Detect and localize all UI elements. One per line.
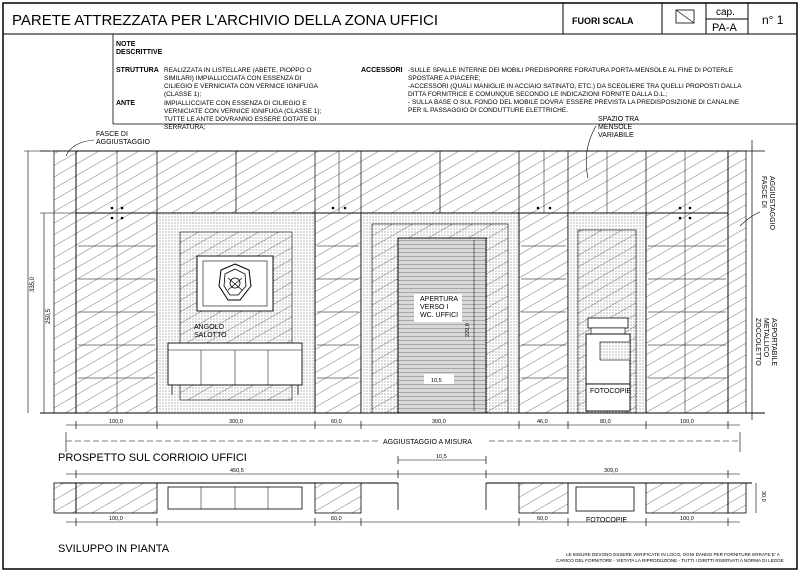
fotocopie-elev-label: FOTOCOPIE bbox=[590, 388, 632, 395]
plan-dim-3: 100,0 bbox=[680, 516, 694, 522]
plan-dim-0: 100,0 bbox=[109, 516, 123, 522]
accessori-line-0: -SULLE SPALLE INTERNE DEI MOBILI PREDISPORRE FORATURA PORTA-MENSOLE AL FINE DI POTERLE bbox=[408, 67, 734, 74]
spazio-label-2: MENSOLE bbox=[598, 124, 633, 131]
door-height-dim: 220,0 bbox=[465, 323, 471, 337]
fasce-right-label-2: AGGIUSTAGGIO bbox=[768, 176, 775, 230]
plan-dim-1: 60,0 bbox=[331, 516, 342, 522]
angolo-label-1: ANGOLO bbox=[194, 324, 224, 331]
zoccoletto-label-1: ZOCCOLETTO bbox=[754, 318, 761, 366]
notes-section bbox=[113, 34, 797, 131]
drawing-title: PARETE ATTREZZATA PER L'ARCHIVIO DELLA ZONA UFFICI bbox=[12, 12, 438, 29]
notes-heading-2: DESCRITTIVE bbox=[116, 49, 163, 56]
plan-dim-2: 60,0 bbox=[537, 516, 548, 522]
struttura-line-0: REALIZZATA IN LISTELLARE (ABETE, PIOPPO O bbox=[164, 67, 312, 74]
photocopier bbox=[586, 318, 630, 411]
apertura-label-1: APERTURA bbox=[420, 296, 458, 303]
plan-left-total-dim: 450,5 bbox=[230, 468, 244, 474]
elev-dim-5: 80,0 bbox=[600, 419, 611, 425]
apertura-label-2: VERSO I bbox=[420, 304, 449, 311]
footer-line-1: CARICO DEL FORNITORE - VIETATA LA RIPRODUZIONE - TUTTI I DIRITTI RISERVATI A NORMA DI LEGGE bbox=[556, 558, 784, 563]
plan-gap-dim: 10,5 bbox=[436, 454, 447, 460]
aggiustaggio-label: AGGIUSTAGGIO A MISURA bbox=[383, 439, 472, 446]
sheet-number: n° 1 bbox=[762, 13, 784, 27]
struttura-line-1: SIMILARI) IMPIALLICCIATA CON ESSENZA DI bbox=[164, 75, 302, 82]
accessori-line-2: -ACCESSORI (QUALI MANIGLIE IN ACCIAIO SATINATO, ETC.) DA SCEGLIERE TRA QUELLI PROPOSTI DALLA bbox=[408, 83, 742, 90]
ante-label: ANTE bbox=[116, 100, 136, 107]
accessori-line-3: DITTA FORNITRICE E COMUNQUE SECONDO LE INDICAZIONI FORNITE DALLA D.L.; bbox=[408, 91, 668, 98]
accessori-line-5: PER IL PASSAGGIO DI CONDUTTURE ELETTRICHE. bbox=[408, 107, 568, 114]
door-panel bbox=[398, 238, 486, 413]
accessori-line-4: - SULLA BASE O SUL FONDO DEL MOBILE DOVRA' ESSERE PREVISTA LA PREDISPOSIZIONE DI CANALINE bbox=[408, 99, 740, 106]
struttura-label: STRUTTURA bbox=[116, 67, 159, 74]
zoccoletto-label-2: METALLICO bbox=[762, 318, 769, 358]
plan-photocopier bbox=[576, 487, 634, 511]
scale-label: FUORI SCALA bbox=[572, 16, 634, 26]
footer-disclaimer bbox=[556, 552, 784, 563]
ante-line-3: SERRATURA; bbox=[164, 124, 206, 131]
plan-right-total-dim: 309,0 bbox=[604, 468, 618, 474]
struttura-line-2: CILIEGIO E VERNICIATA CON VERNICE IGNIFUGA bbox=[164, 83, 318, 90]
elevation-drawing bbox=[24, 116, 777, 464]
door-width-dim: 10,5 bbox=[431, 378, 442, 384]
total-height-dim: 335,0 bbox=[30, 276, 36, 292]
ante-line-2: TUTTE LE ANTE DOVRANNO ESSERE DOTATE DI bbox=[164, 116, 317, 123]
angolo-label-2: SALOTTO bbox=[194, 332, 227, 339]
fasce-left-label-2: AGGIUSTAGGIO bbox=[96, 139, 150, 146]
accessori-label: ACCESSORI bbox=[361, 67, 403, 74]
plan-title: SVILUPPO IN PIANTA bbox=[58, 543, 170, 555]
elevation-title: PROSPETTO SUL CORRIOIO UFFICI bbox=[58, 452, 247, 464]
footer-line-0: LE MISURE DEVONO ESSERE VERIFICATE IN LOCO, OGNI DANNO PER FORNITURE ERRATE E' A bbox=[566, 552, 780, 557]
cap-code: PA-A bbox=[712, 22, 737, 34]
ante-line-1: VERNICIATE CON VERNICE IGNIFUGA (CLASSE 1); bbox=[164, 108, 322, 115]
elev-dim-0: 100,0 bbox=[109, 419, 123, 425]
elev-dim-2: 60,0 bbox=[331, 419, 342, 425]
title-block bbox=[3, 3, 797, 34]
elev-dim-6: 100,0 bbox=[680, 419, 694, 425]
notes-heading-1: NOTE bbox=[116, 41, 136, 48]
zoccoletto-label-3: ASPORTABILE bbox=[770, 318, 777, 366]
spazio-label-1: SPAZIO TRA bbox=[598, 116, 639, 123]
elev-dim-1: 300,0 bbox=[229, 419, 243, 425]
cabinet-height-dim: 250,5 bbox=[46, 308, 52, 324]
elev-dim-4: 46,0 bbox=[537, 419, 548, 425]
struttura-line-3: (CLASSE 1); bbox=[164, 91, 202, 98]
fasce-left-label-1: FASCE DI bbox=[96, 131, 128, 138]
plan-depth-dim: 30,0 bbox=[760, 491, 766, 502]
plan-drawing bbox=[54, 454, 766, 555]
cap-label: cap. bbox=[716, 7, 735, 18]
scale-box-icon bbox=[676, 10, 694, 23]
fasce-right-label-1: FASCE DI bbox=[760, 176, 767, 208]
apertura-label-3: WC. UFFICI bbox=[420, 312, 459, 319]
spazio-label-3: VARIABILE bbox=[598, 132, 634, 139]
elev-dim-3: 300,0 bbox=[432, 419, 446, 425]
fotocopie-plan-label: FOTOCOPIE bbox=[586, 517, 628, 524]
ante-line-0: IMPIALLICCIATE CON ESSENZA DI CILIEGIO E bbox=[164, 100, 307, 107]
accessori-line-1: SPOSTARE A PIACERE; bbox=[408, 75, 481, 82]
